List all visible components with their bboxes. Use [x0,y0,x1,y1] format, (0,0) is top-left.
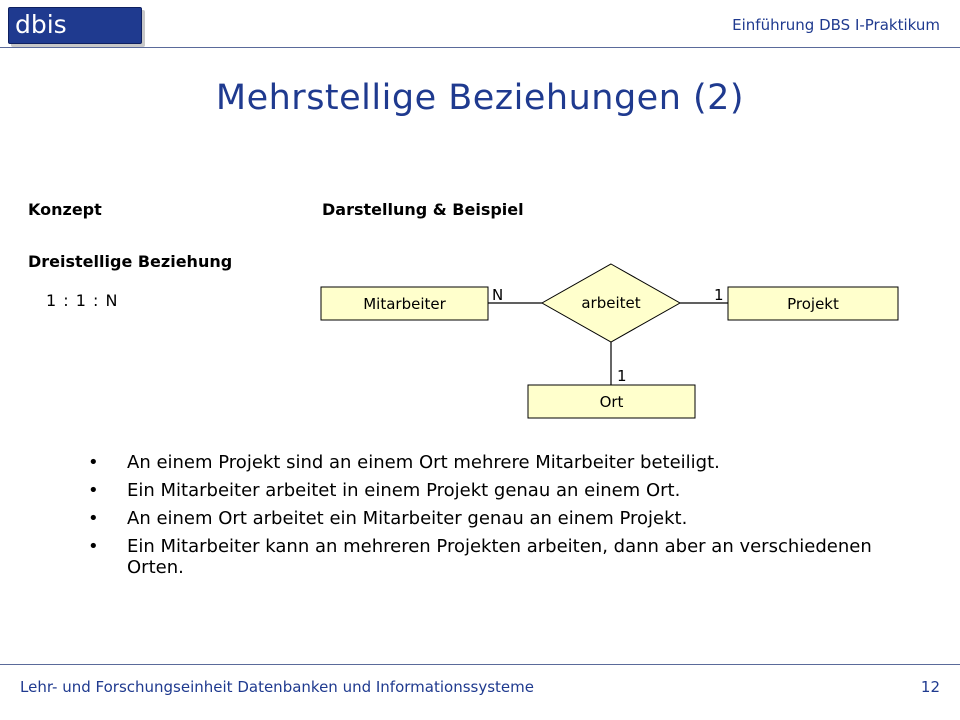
cardinality-projekt: 1 [714,286,724,304]
display-heading: Darstellung & Beispiel [322,200,524,219]
page-number: 12 [920,678,940,696]
entity-projekt-label: Projekt [787,295,839,313]
bullet-item: • An einem Ort arbeitet ein Mitarbeiter genau an einem Projekt. [88,508,888,529]
cardinality-ratio: 1 : 1 : N [46,291,119,310]
entity-ort-label: Ort [599,393,624,411]
entity-mitarbeiter-label: Mitarbeiter [363,295,446,313]
bullet-list [88,452,888,585]
cardinality-ort: 1 [617,367,627,385]
concept-heading: Konzept [28,200,102,219]
bullet-item: • An einem Projekt sind an einem Ort mehrere Mitarbeiter beteiligt. [88,452,888,473]
logo-text: dbis [15,10,67,39]
relationship-arbeitet-label: arbeitet [581,294,641,312]
concept-name: Dreistellige Beziehung [28,252,233,271]
slide-title: Mehrstellige Beziehungen (2) [215,78,745,118]
footer-divider [0,664,960,665]
footer-institute: Lehr- und Forschungseinheit Datenbanken und Informationssysteme [20,678,534,696]
bullet-item: • Ein Mitarbeiter arbeitet in einem Projekt genau an einem Ort. [88,480,888,501]
course-title: Einführung DBS I-Praktikum [732,16,940,34]
cardinality-n: N [492,286,504,304]
bullet-item: • Ein Mitarbeiter kann an mehreren Projekten arbeiten, dann aber an verschiedenen Orten. [88,536,888,578]
